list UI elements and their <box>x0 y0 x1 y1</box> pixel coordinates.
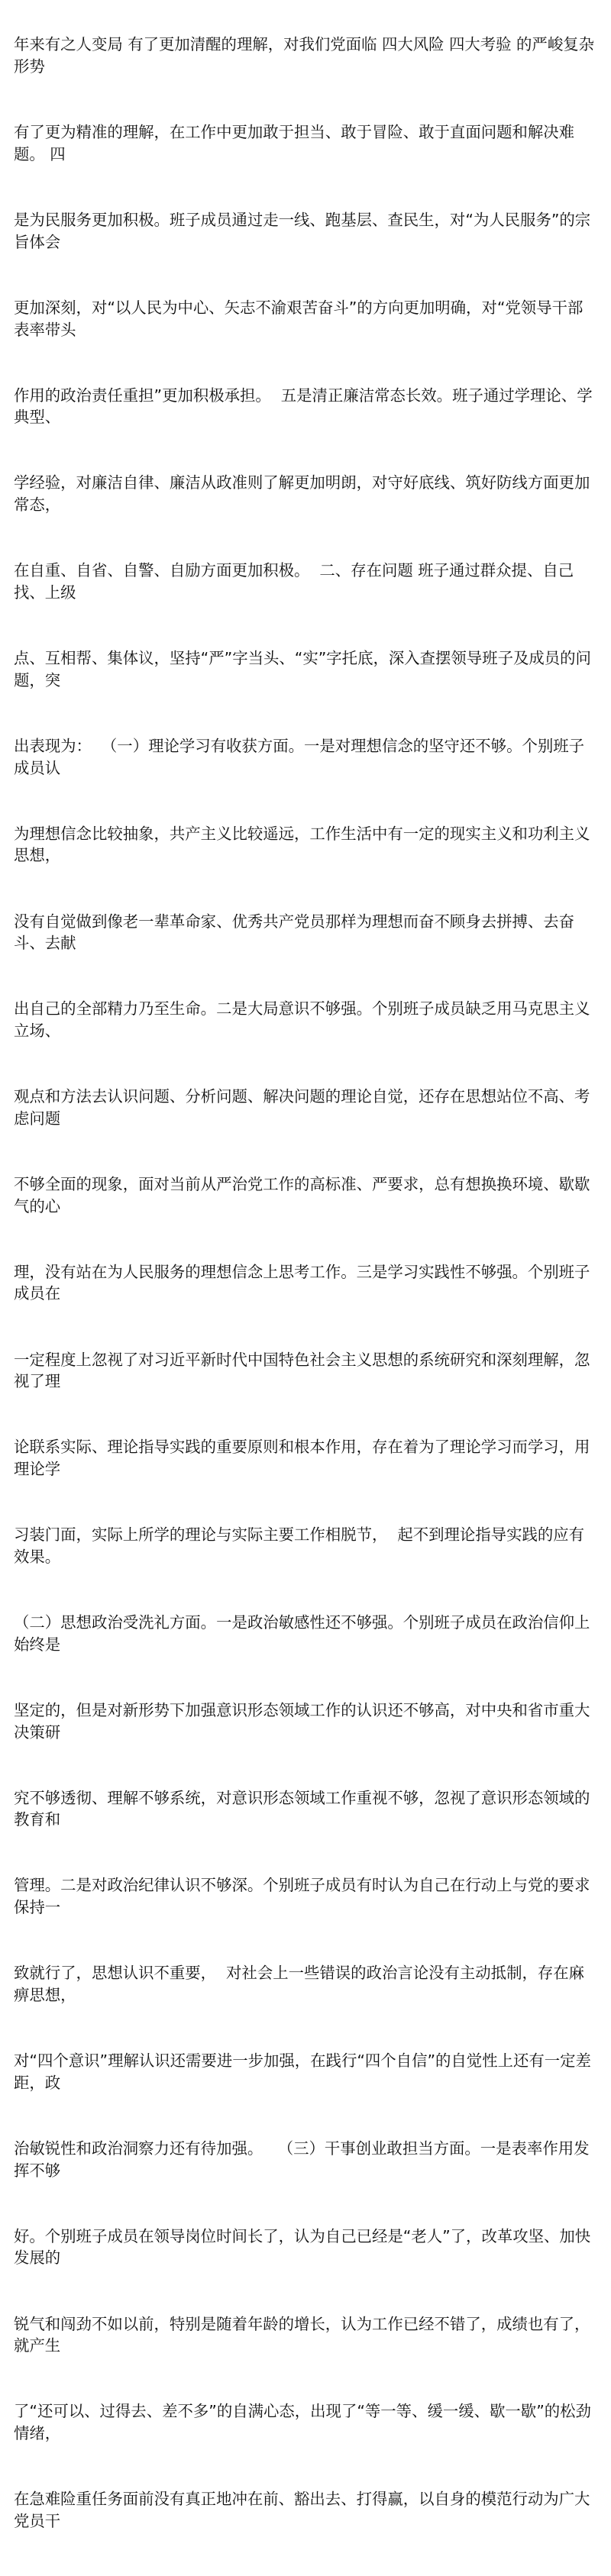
text-line: 是为民服务更加积极。班子成员通过走一线、跑基层、查民生，对“为人民服务”的宗旨体会 <box>14 211 591 251</box>
text-line: 论联系实际、理论指导实践的重要原则和根本作用，存在着为了理论学习而学习，用理论学 <box>14 1438 590 1479</box>
text-line: 致就行了，思想认识不重要， 对社会上一些错误的政治言论没有主动抵制，存在麻痹思想， <box>14 1964 585 2004</box>
text-line: 有了更为精准的理解，在工作中更加敢于担当、敢于冒险、敢于直面问题和解决难题。 四 <box>14 123 575 163</box>
text-line: （二）思想政治受洗礼方面。一是政治敏感性还不够强。个别班子成员在政治信仰上始终是 <box>14 1613 590 1654</box>
text-line: 锐气和闯劲不如以前，特别是随着年龄的增长，认为工作已经不错了，成绩也有了，就产生 <box>14 2314 590 2355</box>
text-line: 好。个别班子成员在领导岗位时间长了，认为自己已经是“老人”了，改革攻坚、加快发展的 <box>14 2226 591 2268</box>
text-line: 为理想信念比较抽象，共产主义比较遥远，工作生活中有一定的现实主义和功利主义思想， <box>14 824 590 865</box>
text-line: 作用的政治责任重担”更加积极承担。 五是清正廉洁常态长效。班子通过学理论、学典型、 <box>14 386 593 427</box>
text-line: 年来有之人变局 有了更加清醒的理解，对我们党面临 四大风险 四大考验 的严峻复杂形势 <box>14 35 594 76</box>
text-line: 更加深刻，对“以人民为中心、矢志不渝艰苦奋斗”的方向更加明确，对“党领导干部表率带头 <box>14 298 584 339</box>
text-line: 了“还可以、过得去、差不多”的自满心态，出现了“等一等、缓一缓、歇一歇”的松劲情绪， <box>14 2402 591 2443</box>
document-body <box>14 0 597 2576</box>
text-line: 没有自觉做到像老一辈革命家、优秀共产党员那样为理想而奋不顾身去拼搏、去奋斗、去献 <box>14 912 575 953</box>
text-line: 习装门面，实际上所学的理论与实际主要工作相脱节， 起不到理论指导实践的应有效果。 <box>14 1525 585 1566</box>
text-line: 出自己的全部精力乃至生命。二是大局意识不够强。个别班子成员缺乏用马克思主义立场、 <box>14 999 590 1041</box>
text-line: 管理。二是对政治纪律认识不够深。个别班子成员有时认为自己在行动上与党的要求保持一 <box>14 1876 590 1917</box>
text-line: 一定程度上忽视了对习近平新时代中国特色社会主义思想的系统研究和深刻理解，忽视了理 <box>14 1350 590 1391</box>
text-line: 观点和方法去认识问题、分析问题、解决问题的理论自觉，还存在思想站位不高、考虑问题 <box>14 1087 590 1128</box>
text-line: 在自重、自省、自警、自励方面更加积极。 二、存在问题 班子通过群众提、自己找、上级 <box>14 561 574 602</box>
text-line: 治敏锐性和政治洞察力还有待加强。 （三）干事创业敢担当方面。一是表率作用发挥不够 <box>14 2139 590 2180</box>
text-line: 出表现为： （一）理论学习有收获方面。一是对理想信念的坚守还不够。个别班子成员认 <box>14 736 585 777</box>
text-line: 坚定的，但是对新形势下加强意识形态领域工作的认识还不够高，对中央和省市重大决策研 <box>14 1700 590 1742</box>
text-line: 点、互相帮、集体议，坚持“严”字当头、“实”字托底，深入查摆领导班子及成员的问题，突 <box>14 649 591 689</box>
text-line: 究不够透彻、理解不够系统，对意识形态领域工作重视不够，忽视了意识形态领域的教育和 <box>14 1788 590 1829</box>
text-line: 对“四个意识”理解认识还需要进一步加强，在践行“四个自信”的自觉性上还有一定差距，政 <box>14 2051 591 2092</box>
text-line: 学经验，对廉洁自律、廉洁从政准则了解更加明朗，对守好底线、筑好防线方面更加常态， <box>14 473 590 515</box>
text-line: 在急难险重任务面前没有真正地冲在前、豁出去、打得赢，以自身的模范行动为广大党员干 <box>14 2490 590 2530</box>
text-line: 不够全面的现象，面对当前从严治党工作的高标准、严要求，总有想换换环境、歇歇气的心 <box>14 1174 590 1215</box>
text-line: 理，没有站在为人民服务的理想信念上思考工作。三是学习实践性不够强。个别班子成员在 <box>14 1262 590 1303</box>
